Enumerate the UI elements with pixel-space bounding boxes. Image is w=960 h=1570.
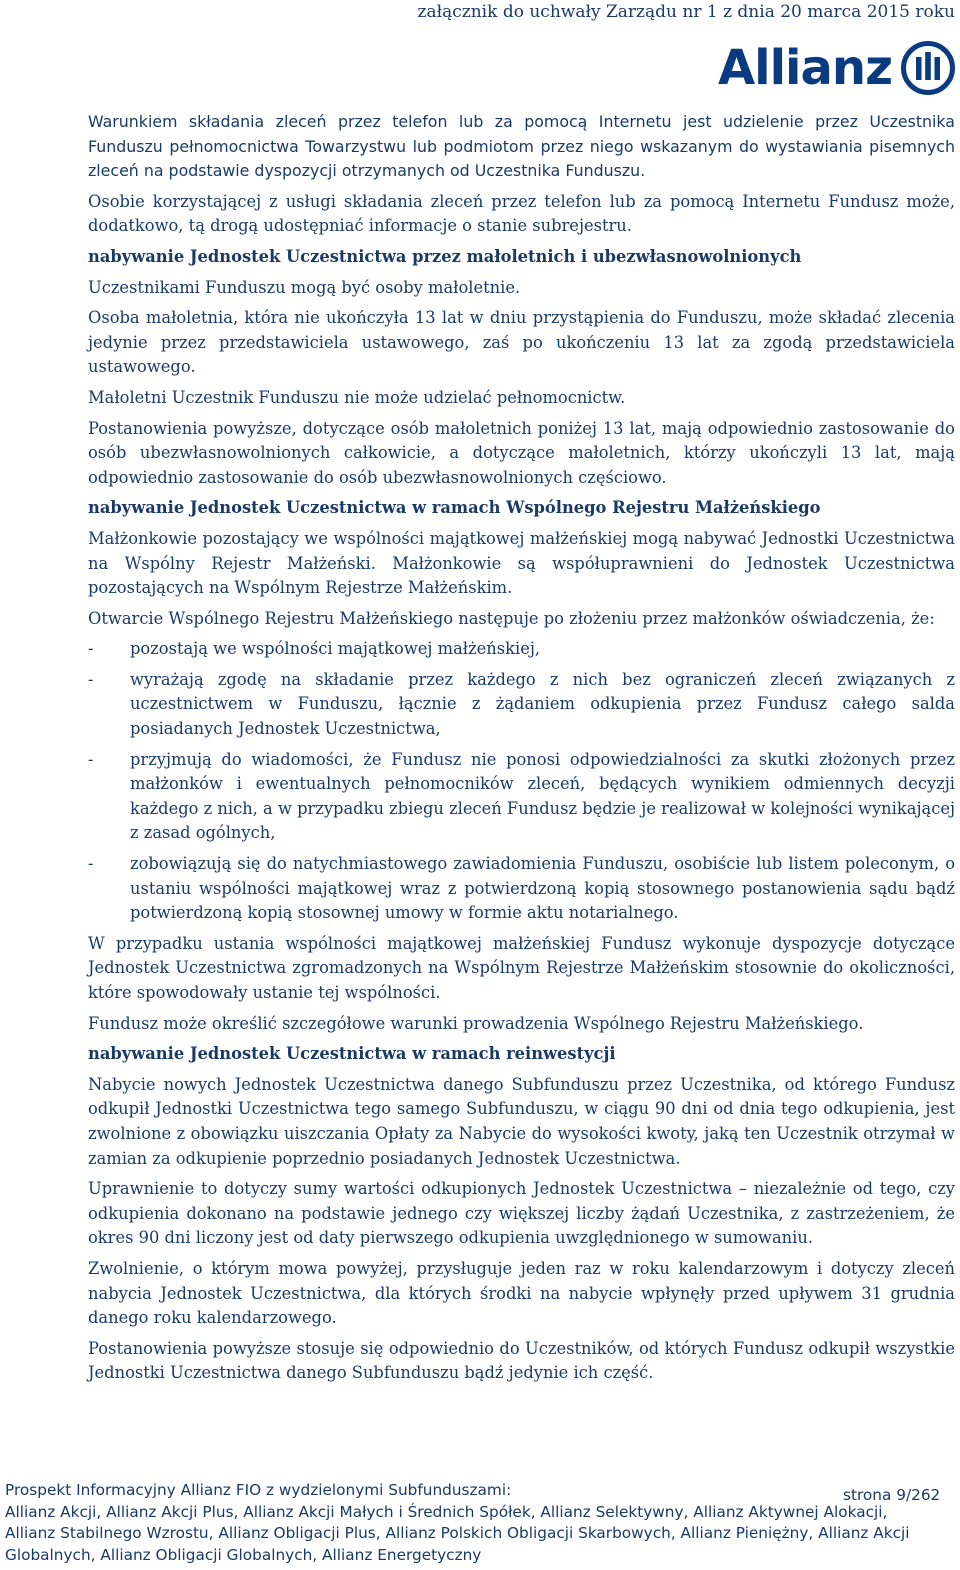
list-item — [88, 637, 955, 662]
list-item-text: wyrażają zgodę na składanie przez każdego z nich bez ograniczeń zleceń związanych z uczestnictwem w Funduszu, łącznie z żądaniem odkupienia przez Fundusz całego salda posiadanych Jednostek Uczestnictwa, — [130, 669, 955, 739]
paragraph-subregister-info: Osobie korzystającej z usługi składania zleceń przez telefon lub za pomocą Internetu Fundusz może, dodatkowo, tą drogą udostępniać informacje o stanie subrejestru. — [88, 191, 955, 236]
declarations-list — [88, 637, 955, 926]
paragraph-reinvestment-scope: Postanowienia powyższe stosuje się odpowiednio do Uczestników, od których Fundusz odkupił wszystkie Jednostki Uczestnictwa danego Subfunduszu bądź jedynie ich część. — [88, 1338, 955, 1383]
heading-joint-register: nabywanie Jednostek Uczestnictwa w ramach Wspólnego Rejestru Małżeńskiego — [88, 498, 821, 518]
paragraph-minors-under-13: Osoba małoletnia, która nie ukończyła 13 lat w dniu przystąpienia do Funduszu, może składać zlecenia jedynie przez przedstawiciela ustawowego, zaś po ukończeniu 13 lat za zgodą przedstawiciela ustawowego. — [88, 308, 955, 377]
page-number: strona 9/262 — [843, 1486, 941, 1504]
logo-wordmark: Allianz — [718, 40, 893, 96]
document-body — [88, 110, 955, 1392]
paragraph-reinvestment-sum: Uprawnienie to dotyczy sumy wartości odkupionych Jednostek Uczestnictwa – niezależnie od tego, czy odkupienia dokonano na podstawie jednego czy większej liczby żądań Uczestnika, z zastrzeżeniem, że okres 90 dni liczony jest od daty pierwszego odkupienia uwzględnionego w sumowaniu. — [88, 1179, 955, 1248]
list-dash: - — [88, 669, 94, 689]
footer-subfunds-line-3: Globalnych, Allianz Obligacji Globalnych, Allianz Energetyczny — [5, 1545, 482, 1564]
paragraph-spouses: Małżonkowie pozostający we wspólności majątkowej małżeńskiej mogą nabywać Jednostki Uczestnictwa na Wspólny Rejestr Małżeński. Małżonkowie są współuprawnieni do Jednostek Uczestnictwa pozostających na Wspólnym Rejestrze Małżeńskim. — [88, 528, 955, 598]
list-item-text: zobowiązują się do natychmiastowego zawiadomienia Funduszu, osobiście lub listem poleconym, o ustaniu wspólności majątkowej wraz z potwierdzoną kopią stosownego postanowienia sądu bądź potwierdzoną kopią stosownej umowy w formie aktu notarialnego. — [130, 854, 955, 923]
list-dash: - — [88, 749, 94, 769]
list-item — [88, 748, 955, 846]
annex-note: załącznik do uchwały Zarządu nr 1 z dnia 20 marca 2015 roku — [417, 2, 955, 22]
paragraph-reinvestment-exemption: Nabycie nowych Jednostek Uczestnictwa danego Subfunduszu przez Uczestnika, od którego Fundusz odkupił Jednostki Uczestnictwa tego samego Subfunduszu, w ciągu 90 dni od dnia tego odkupienia, jest zwolnione z obowiązku uiszczania Opłaty za Nabycie do wysokości kwoty, jaką ten Uczestnik otrzymał w zamian za odkupienie poprzednio posiadanych Jednostek Uczestnictwa. — [88, 1074, 955, 1168]
footer-subfunds-line-2: Allianz Stabilnego Wzrostu, Allianz Obligacji Plus, Allianz Polskich Obligacji Skarbowych, Allianz Pieniężny, Allianz Akcji — [5, 1524, 910, 1543]
footer-subfunds-line-1: Allianz Akcji, Allianz Akcji Plus, Allianz Akcji Małych i Średnich Spółek, Allianz Selektywny, Allianz Aktywnej Alokacji, — [5, 1502, 888, 1521]
footer-prospectus-title: Prospekt Informacyjny Allianz FIO z wydzielonymi Subfunduszami: — [5, 1481, 512, 1499]
list-dash: - — [88, 639, 94, 659]
paragraph-incapacitated: Postanowienia powyższe, dotyczące osób małoletnich poniżej 13 lat, mają odpowiednio zastosowanie do osób ubezwłasnowolnionych całkowicie, a dotyczące małoletnich, którzy ukończyli 13 lat, mają odpowiednio zastosowanie do osób ubezwłasnowolnionych częściowo. — [88, 418, 955, 487]
heading-minors: nabywanie Jednostek Uczestnictwa przez małoletnich i ubezwłasnowolnionych — [88, 246, 802, 266]
list-item-text: przyjmują do wiadomości, że Fundusz nie ponosi odpowiedzialności za skutki złożonych przez małżonków i ewentualnych pełnomocników zleceń, będących wynikiem odmiennych decyzji każdego z nich, a w przypadku zbiegu zleceń Fundusz będzie je realizował w kolejności wynikającej z zasad ogólnych, — [130, 749, 955, 843]
paragraph-minors-eligible: Uczestnikami Funduszu mogą być osoby małoletnie. — [88, 277, 521, 297]
heading-reinvestment: nabywanie Jednostek Uczestnictwa w ramach reinwestycji — [88, 1044, 616, 1064]
list-dash: - — [88, 854, 94, 874]
paragraph-register-conditions: Fundusz może określić szczegółowe warunki prowadzenia Wspólnego Rejestru Małżeńskiego. — [88, 1013, 864, 1033]
allianz-eagle-icon — [900, 40, 956, 96]
paragraph-minors-no-proxy: Małoletni Uczestnik Funduszu nie może udzielać pełnomocnictw. — [88, 387, 626, 407]
allianz-logo — [718, 40, 956, 96]
list-item — [88, 668, 955, 742]
list-item-text: pozostają we wspólności majątkowej małżeńskiej, — [130, 639, 541, 659]
paragraph-reinvestment-yearly: Zwolnienie, o którym mowa powyżej, przysługuje jeden raz w roku kalendarzowym i dotyczy zleceń nabycia Jednostek Uczestnictwa, dla których środki na nabycie wpłynęły przed upływem 31 grudnia danego roku kalendarzowego. — [88, 1258, 955, 1328]
paragraph-phone-orders: Warunkiem składania zleceń przez telefon lub za pomocą Internetu jest udzielenie przez Uczestnika Funduszu pełnomocnictwa Towarzystwu lub podmiotom przez niego wskazanym do wystawiania pisemnych zleceń na podstawie dyspozycji otrzymanych od Uczestnika Funduszu. — [88, 112, 955, 181]
list-item — [88, 852, 955, 926]
paragraph-register-termination: W przypadku ustania wspólności majątkowej małżeńskiej Fundusz wykonuje dyspozycje dotyczące Jednostek Uczestnictwa zgromadzonych na Wspólnym Rejestrze Małżeńskim stosownie do okoliczności, które spowodowały ustanie tej wspólności. — [88, 933, 955, 1002]
paragraph-register-opening: Otwarcie Wspólnego Rejestru Małżeńskiego następuje po złożeniu przez małżonków oświadczenia, że: — [88, 608, 935, 628]
